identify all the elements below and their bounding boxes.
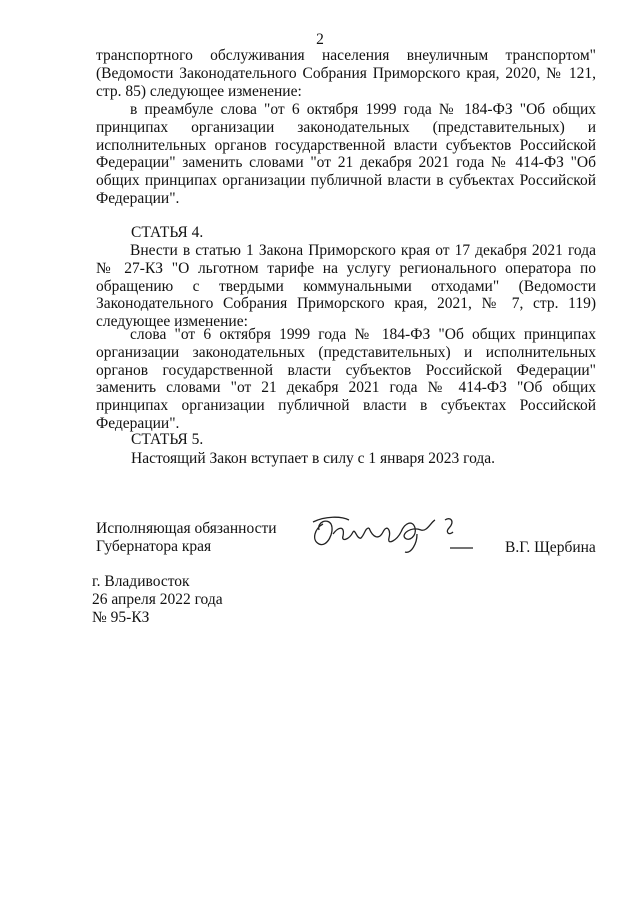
signatory-name: В.Г. Щербина: [505, 539, 596, 556]
paragraph-article-4-change: слова "от 6 октября 1999 года № 184-ФЗ "Об общих принципах организации законодательных (представительных) и исполнительных органов государственной власти субъектов Российской Федерации" заменить словами "от 21 декабря 2021 года № 414-ФЗ "Об общих принципах организации публичной власти в субъектах Российской Федерации".: [96, 326, 596, 432]
signatory-position-line2: Губернатора края: [96, 538, 212, 555]
signatory-position-line1: Исполняющая обязанности: [96, 520, 277, 537]
paragraph-intro-continuation: транспортного обслуживания населения внеуличным транспортом" (Ведомости Законодательного Собрания Приморского края, 2020, № 121, стр. 85) следующее изменение:: [96, 47, 596, 100]
paragraph-preamble-change: в преамбуле слова "от 6 октября 1999 года № 184-ФЗ "Об общих принципах организации законодательных (представительных) и исполнительных органов государственной власти субъектов Российской Федерации" заменить словами "от 21 декабря 2021 года № 414-ФЗ "Об общих принципах организации публичной власти в субъектах Российской Федерации".: [96, 101, 596, 207]
paragraph-article-5-text: Настоящий Закон вступает в силу с 1 января 2023 года.: [131, 450, 496, 467]
handwritten-signature: [305, 510, 495, 560]
footer-city: г. Владивосток: [92, 573, 190, 590]
page-number: 2: [316, 31, 324, 48]
article-5-heading: СТАТЬЯ 5.: [131, 431, 204, 448]
article-4-heading: СТАТЬЯ 4.: [131, 224, 204, 241]
footer-law-number: № 95-КЗ: [92, 609, 150, 626]
footer-date: 26 апреля 2022 года: [92, 591, 223, 608]
paragraph-article-4-intro: Внести в статью 1 Закона Приморского края от 17 декабря 2021 года № 27-КЗ "О льготном тарифе на услугу регионального оператора по обращению с твердыми коммунальными отходами" (Ведомости Законодательного Собрания Приморского края, 2021, № 7, стр. 119) следующее изменение:: [96, 242, 596, 331]
